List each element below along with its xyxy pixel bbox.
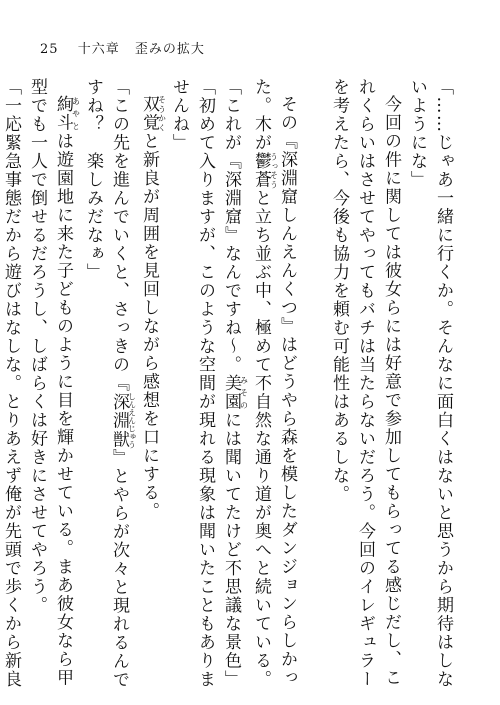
paragraph-2: 今回の件に関しては彼女らには好意で参加してもらってる感じだし、これくらいはさせてやってもバチは当たらないだろう。今回のイレギュラーを考えたら、今後も協力を頼む可能性はあるしな。	[329, 78, 401, 689]
furigana-shin_en_jyu: 深淵獣しんえんじゅう	[109, 392, 137, 449]
furigana-ayato: 絢斗あやと	[53, 95, 81, 132]
page-number: 25	[40, 42, 59, 57]
furigana-utsuso: 鬱蒼うっそう	[251, 152, 279, 189]
chapter-title: 歪みの拡大	[134, 42, 205, 57]
vertical-text-body	[0, 78, 456, 698]
paragraph-1: 「……じゃあ一緒に行くか。そんなに面白くはないと思うから期待はしないようにな」	[407, 78, 453, 689]
paragraph-7: 「この先を進んでいくと、さっきの『深淵獣しんえんじゅう』とやらが次々と現れるんですね？ 楽しみだなぁ」	[83, 78, 137, 689]
paragraph-6: 双覚そうかくと新良が周囲を見回しながら感想を口にする。	[139, 95, 167, 521]
paragraph-9: 「一応緊急事態だから遊びはなしな。とりあえず俺が先頭で歩くから新良	[1, 78, 21, 689]
paragraph-3: その『深淵窟しんえんくつ』はどうやら森を模したダンジョンらしかった。木が鬱蒼うっそうと立ち並ぶ中、極めて不自然な通り道が奥へと続いている。	[251, 78, 297, 689]
paragraph-5: 「初めて入りますが、このような空間が現れる現象は聞いたこともありませんね」	[169, 78, 215, 689]
paragraph-8: 絢斗あやとは遊園地に来た子どものように目を輝かせている。まあ彼女なら甲型でも一人で倒せるだろうし、しばらくは好きにさせてやろう。	[27, 78, 81, 687]
paragraph-4: 「これが『深淵窟』なんですね～。美園みそのには聞いてたけど不思議な景色」	[221, 78, 249, 689]
furigana-soukaku: 双覚そうかく	[139, 95, 167, 132]
chapter-label: 十六章	[77, 42, 120, 57]
page-header	[40, 38, 205, 57]
furigana-misono: 美園みその	[221, 374, 249, 411]
